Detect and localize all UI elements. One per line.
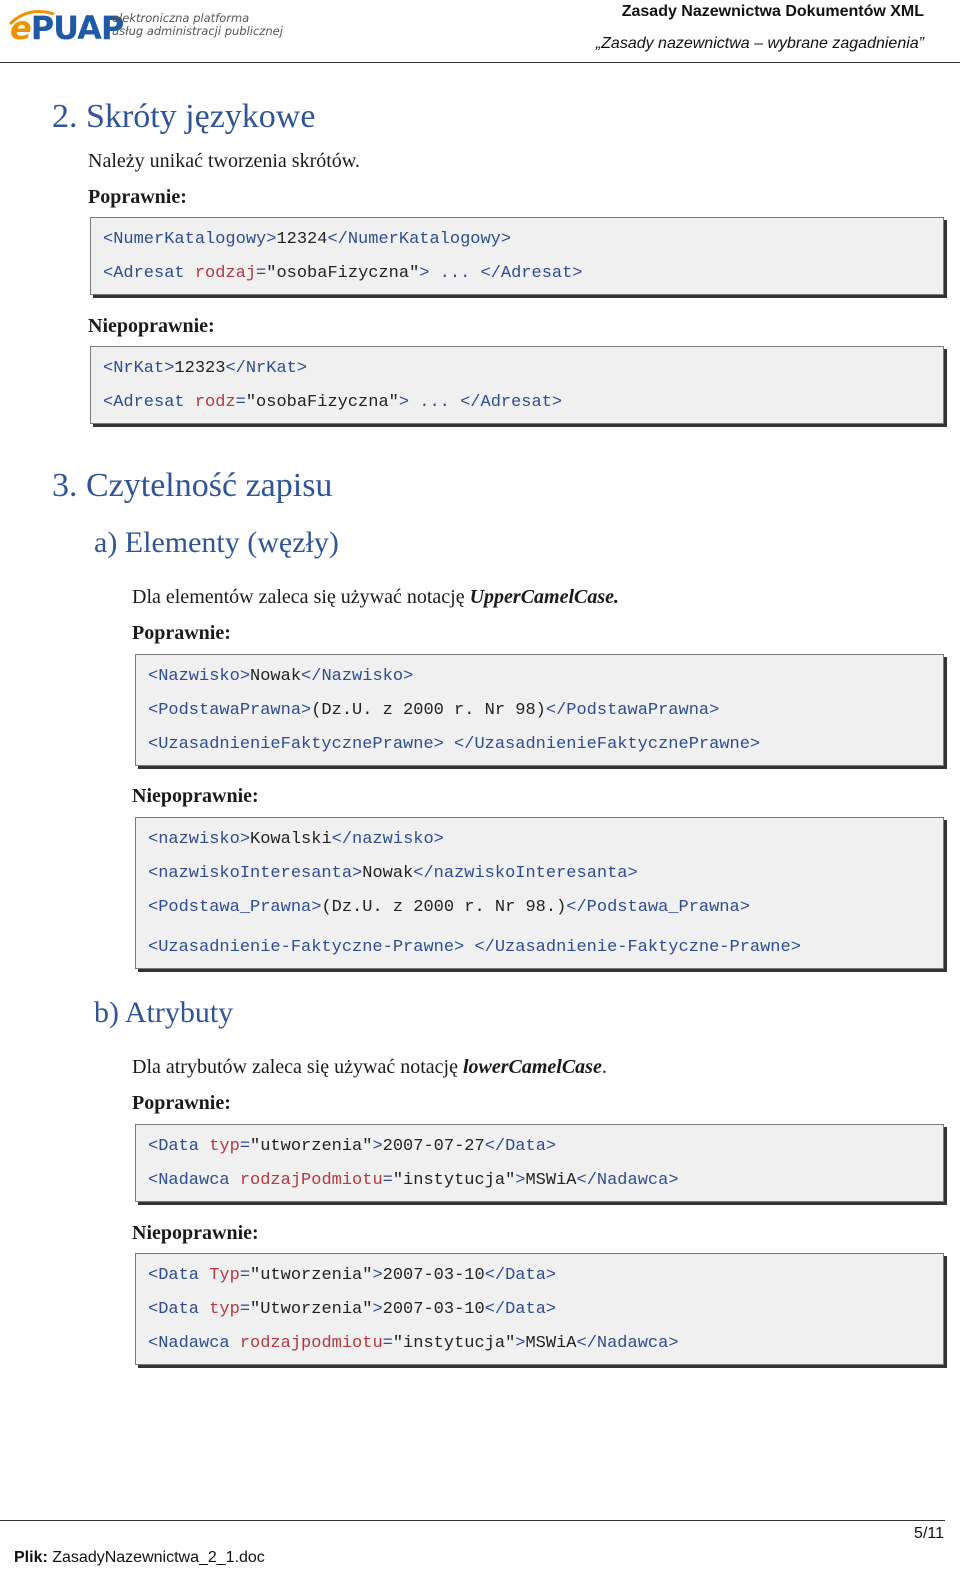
section2-intro: Należy unikać tworzenia skrótów. bbox=[88, 150, 360, 172]
code-box-correct bbox=[135, 654, 944, 766]
attributes-intro: Dla atrybutów zaleca się używać notację lowerCamelCase. bbox=[132, 1056, 607, 1078]
elements-intro: Dla elementów zaleca się używać notację UpperCamelCase. bbox=[132, 586, 620, 608]
incorrect-label: Niepoprawnie: bbox=[132, 785, 259, 807]
code-line: <nazwiskoInteresanta>Nowak</nazwiskoInteresanta> bbox=[148, 864, 638, 883]
code-line: <Adresat rodz="osobaFizyczna"> ... </Adresat> bbox=[103, 393, 563, 412]
code-line: <Uzasadnienie-Faktyczne-Prawne> </Uzasadnienie-Faktyczne-Prawne> bbox=[148, 938, 801, 957]
code-box-incorrect bbox=[135, 817, 944, 969]
section-heading-skroty: 2. Skróty językowe bbox=[52, 98, 316, 135]
code-line: <Nazwisko>Nowak</Nazwisko> bbox=[148, 667, 414, 686]
document-title: Zasady Nazewnictwa Dokumentów XML bbox=[621, 3, 924, 20]
correct-label: Poprawnie: bbox=[132, 622, 231, 644]
file-name: Plik: ZasadyNazewnictwa_2_1.doc bbox=[14, 1549, 265, 1566]
code-line: <Podstawa_Prawna>(Dz.U. z 2000 r. Nr 98.)</Podstawa_Prawna> bbox=[148, 898, 750, 917]
code-line: <Nadawca rodzajPodmiotu="instytucja">MSWiA</Nadawca> bbox=[148, 1171, 679, 1190]
code-box-correct bbox=[135, 1124, 944, 1202]
code-line: <Data typ="utworzenia">2007-07-27</Data> bbox=[148, 1137, 557, 1156]
code-line: <nazwisko>Kowalski</nazwisko> bbox=[148, 830, 444, 849]
code-line: <Data typ="Utworzenia">2007-03-10</Data> bbox=[148, 1300, 557, 1319]
footer-divider bbox=[0, 1520, 945, 1521]
logo-tagline: elektroniczna platforma usług administracji publicznej bbox=[112, 11, 283, 38]
epuap-logo bbox=[10, 6, 310, 48]
page-number: 5/11 bbox=[914, 1525, 944, 1542]
correct-label: Poprawnie: bbox=[88, 186, 187, 208]
incorrect-label: Niepoprawnie: bbox=[88, 315, 215, 337]
logo-wordmark: ePUAP bbox=[10, 9, 124, 47]
header-divider bbox=[0, 62, 960, 63]
code-line: <Data Typ="utworzenia">2007-03-10</Data> bbox=[148, 1266, 557, 1285]
code-line: <NumerKatalogowy>12324</NumerKatalogowy> bbox=[103, 230, 512, 249]
section-heading-czytelnosc: 3. Czytelność zapisu bbox=[52, 467, 333, 504]
subsection-heading-elementy: a) Elementy (węzły) bbox=[94, 526, 339, 559]
page-header bbox=[0, 0, 960, 64]
code-line: <NrKat>12323</NrKat> bbox=[103, 359, 308, 378]
code-line: <Adresat rodzaj="osobaFizyczna"> ... </Adresat> bbox=[103, 264, 583, 283]
incorrect-label: Niepoprawnie: bbox=[132, 1222, 259, 1244]
code-line: <Nadawca rodzajpodmiotu="instytucja">MSWiA</Nadawca> bbox=[148, 1334, 679, 1353]
code-box-incorrect bbox=[135, 1253, 944, 1365]
document-subtitle: „Zasady nazewnictwa – wybrane zagadnienia” bbox=[595, 35, 924, 52]
code-box-incorrect bbox=[90, 346, 944, 424]
correct-label: Poprawnie: bbox=[132, 1092, 231, 1114]
code-line: <PodstawaPrawna>(Dz.U. z 2000 r. Nr 98)</PodstawaPrawna> bbox=[148, 701, 720, 720]
code-box-correct bbox=[90, 217, 944, 295]
code-line: <UzasadnienieFaktycznePrawne> </UzasadnienieFaktycznePrawne> bbox=[148, 735, 761, 754]
subsection-heading-atrybuty: b) Atrybuty bbox=[94, 996, 234, 1029]
